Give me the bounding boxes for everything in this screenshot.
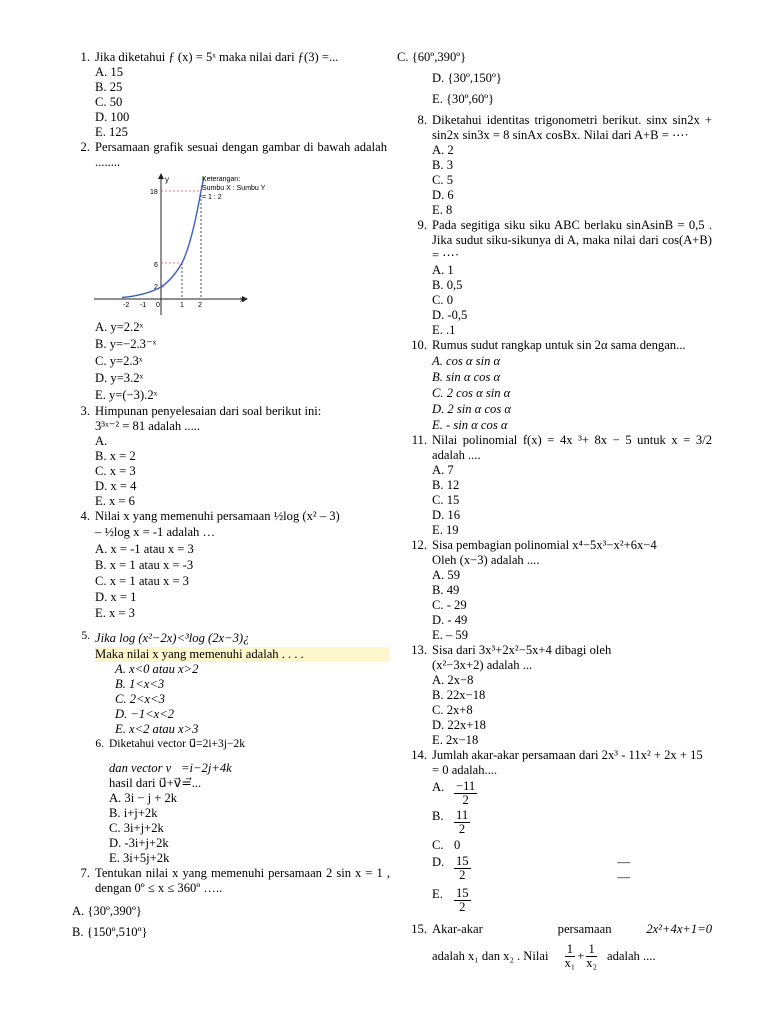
x-tick-minus2: -2 xyxy=(123,302,130,309)
question-11 xyxy=(409,433,712,538)
question-number: 13. xyxy=(411,643,427,657)
option[interactable]: A. xyxy=(95,434,108,448)
option[interactable]: C. y=2.3ˣ xyxy=(95,354,143,368)
fraction-numerator: 15 xyxy=(456,854,469,868)
question-number: 6. xyxy=(95,738,104,750)
question-number: 8. xyxy=(417,113,427,127)
question-stem: Jika diketahui ƒ (x) = 5ˣ maka nilai dari ƒ(3) =... xyxy=(95,50,339,64)
question-stem: Maka nilai x yang memenuhi adalah . . . . xyxy=(95,647,390,662)
option[interactable]: C. 3i+j+2k xyxy=(109,821,164,835)
option[interactable]: B. {150º,510º} xyxy=(72,925,148,939)
legend-line: Sumbu X : Sumbu Y xyxy=(202,185,266,192)
option[interactable] xyxy=(432,855,712,885)
option[interactable]: D. y=3.2ˣ xyxy=(95,371,144,385)
fraction-numerator: −11 xyxy=(456,779,476,793)
option[interactable]: C. 15 xyxy=(432,493,460,507)
option[interactable]: B. y=−2.3⁻ˣ xyxy=(95,337,157,351)
question-number: 10. xyxy=(411,338,427,352)
question-stem: adalah x₁ dan x₂ . Nilai xyxy=(432,949,549,963)
option[interactable]: A. 2x−8 xyxy=(432,673,474,687)
question-stem: Diketahui identitas trigonometri berikut. sinx sin2x + sin2x sin3x = 8 sinAx cosBx. Nilai dari A+B = ⋯· xyxy=(432,113,712,142)
fraction-denominator: 2 xyxy=(462,793,469,807)
question-15: 15. Akar-akar persamaan 2x²+4x+1=0 adalah x₁ dan x₂ . Nilai $\frac{1}{\text{x₁}}$ + $\frac{1}{\text{x₂}}$ adalah .... xyxy=(409,922,712,970)
option[interactable] xyxy=(432,887,712,914)
option-label: A. xyxy=(432,780,445,794)
option[interactable]: E. 125 xyxy=(95,125,128,139)
x-tick-0: 0 xyxy=(156,302,160,309)
option[interactable]: B. x = 1 atau x = -3 xyxy=(95,558,194,572)
option[interactable]: D. 16 xyxy=(432,508,460,522)
option[interactable]: B. 22x−18 xyxy=(432,688,486,702)
x-tick-minus1: -1 xyxy=(140,302,147,309)
question-stem: Nilai polinomial f(x) = 4x ³+ 8x − 5 untuk x = 3/2 adalah .... xyxy=(432,433,712,462)
option[interactable]: A. y=2.2ˣ xyxy=(95,320,144,334)
fraction-denominator: 2 xyxy=(459,900,466,914)
fraction-numerator: 11 xyxy=(456,808,469,822)
question-stem: Nilai x yang memenuhi persamaan ½log (x² – 3) xyxy=(95,509,340,523)
option[interactable]: A. 15 xyxy=(95,65,123,79)
stray-mark: — — xyxy=(617,855,630,884)
fraction-numerator: 1 xyxy=(566,942,573,956)
question-number: 2. xyxy=(80,140,90,154)
option[interactable]: E. 3i+5j+2k xyxy=(109,851,170,865)
fraction-denominator: 2 xyxy=(459,868,466,882)
option[interactable]: C. 5 xyxy=(432,173,453,187)
x-axis-label: x xyxy=(240,295,244,304)
x-tick-2: 2 xyxy=(198,302,202,309)
question-number: 5. xyxy=(81,630,90,642)
option[interactable]: B. sin α cos α xyxy=(432,370,501,384)
option[interactable]: A. 1 xyxy=(432,263,454,277)
option[interactable]: D. -0,5 xyxy=(432,308,468,322)
question-6 xyxy=(72,737,390,752)
fraction-denominator: 2 xyxy=(458,822,466,836)
option[interactable]: C. 2<x<3 xyxy=(115,692,165,706)
fraction-denominator: x₁ xyxy=(564,956,576,970)
options-list xyxy=(95,319,390,404)
exponential-graph xyxy=(94,173,266,317)
fraction-numerator: 1 xyxy=(588,942,595,956)
option[interactable]: E. x = 3 xyxy=(95,606,135,620)
option-text: 0 xyxy=(454,838,461,852)
option[interactable]: D. -3i+j+2k xyxy=(109,836,169,850)
question-stem: (x²−3x+2) adalah ... xyxy=(432,658,533,672)
question-stem: 3³ˣ⁻² = 81 adalah ..... xyxy=(95,419,201,433)
question-number: 15. xyxy=(411,922,427,936)
left-column xyxy=(72,50,390,940)
option[interactable]: D. 22x+18 xyxy=(432,718,486,732)
question-number: 4. xyxy=(80,509,90,523)
fraction-numerator: 15 xyxy=(456,886,469,900)
option[interactable]: E. 19 xyxy=(432,523,459,537)
option[interactable]: D. 2 sin α cos α xyxy=(432,402,511,416)
option[interactable]: B. 49 xyxy=(432,583,460,597)
option[interactable]: C. - 29 xyxy=(432,598,467,612)
question-number: 12. xyxy=(411,538,427,552)
option[interactable]: A. x = -1 atau x = 3 xyxy=(95,542,194,556)
option[interactable] xyxy=(432,838,712,853)
option[interactable]: B. 3 xyxy=(432,158,453,172)
question-stem: Diketahui vector u⃗=2i+3j−2k xyxy=(109,738,245,750)
option[interactable]: A. cos α sin α xyxy=(432,354,501,368)
question-stem: Sisa pembagian polinomial x⁴−5x³−x²+6x−4 xyxy=(432,538,657,552)
option[interactable]: C. 50 xyxy=(95,95,123,109)
option[interactable]: E. .1 xyxy=(432,323,456,337)
option[interactable]: E. – 59 xyxy=(432,628,469,642)
option[interactable]: C. 2 cos α sin α xyxy=(432,386,511,400)
question-stem: dan vector v⃗=i−2j+4k xyxy=(109,761,232,775)
fraction-denominator: x₂ xyxy=(586,956,597,970)
question-9 xyxy=(409,218,712,338)
question-10 xyxy=(409,338,712,433)
question-14 xyxy=(409,748,712,914)
question-stem: Sisa dari 3x³+2x²−5x+4 dibagi oleh xyxy=(432,643,612,657)
option-label: E. xyxy=(432,887,443,901)
option-label: D. xyxy=(432,855,445,869)
question-number: 9. xyxy=(417,218,427,232)
option[interactable]: B. 0,5 xyxy=(432,278,463,292)
option[interactable]: E. y=(−3).2ˣ xyxy=(95,388,158,402)
option[interactable]: D. 6 xyxy=(432,188,454,202)
question-1 xyxy=(72,50,390,140)
option-label: C. xyxy=(432,838,444,852)
option[interactable]: D. - 49 xyxy=(432,613,468,627)
option[interactable]: B. i+j+2k xyxy=(109,806,158,820)
option[interactable]: B. x = 2 xyxy=(95,449,136,463)
question-stem: hasil dari u⃗+v⃗=⃗... xyxy=(109,776,202,790)
question-stem: Akar-akar xyxy=(432,922,483,936)
option[interactable]: E. x = 6 xyxy=(95,494,135,508)
question-12 xyxy=(409,538,712,643)
option[interactable]: D. −1<x<2 xyxy=(115,707,175,721)
question-stem: Himpunan penyelesaian dari soal berikut ini: xyxy=(95,404,322,418)
option[interactable]: D. x = 1 xyxy=(95,590,137,604)
question-stem: Jika log (x²−2x)<³log (2x−3)¿ xyxy=(95,631,250,645)
option[interactable]: B. 1<x<3 xyxy=(115,677,165,691)
option[interactable]: D. 100 xyxy=(95,110,130,124)
option[interactable]: B. 12 xyxy=(432,478,460,492)
question-number: 3. xyxy=(80,404,90,418)
x-tick-1: 1 xyxy=(180,302,184,309)
y-tick-6: 6 xyxy=(154,262,158,269)
legend-title: Keterangan: xyxy=(202,176,241,183)
question-stem: Oleh (x−3) adalah .... xyxy=(432,553,540,567)
equation: 2x²+4x+1=0 xyxy=(646,922,712,936)
question-number: 1. xyxy=(80,50,90,64)
question-number: 7. xyxy=(80,866,90,880)
option[interactable]: E. 8 xyxy=(432,203,453,217)
option[interactable]: C. x = 3 xyxy=(95,464,136,478)
question-stem: persamaan xyxy=(557,922,612,936)
question-number: 14. xyxy=(411,748,427,762)
option[interactable]: A. x<0 atau x>2 xyxy=(115,662,199,676)
question-stem: Tentukan nilai x yang memenuhi persamaan 2 sin x = 1 , dengan 0º ≤ x ≤ 360º ….. xyxy=(95,866,390,895)
option[interactable]: C. x = 1 atau x = 3 xyxy=(95,574,189,588)
question-stem: Pada segitiga siku siku ABC berlaku sinAsinB = 0,5 . Jika sudut siku-sikunya di A, maka nilai dari cos(A+B) = ⋯· xyxy=(432,218,712,262)
option[interactable]: A. 2 xyxy=(432,143,454,157)
y-tick-18: 18 xyxy=(150,189,158,196)
option[interactable] xyxy=(432,809,712,836)
y-axis-label: y xyxy=(165,175,169,184)
question-3 xyxy=(72,404,390,509)
question-stem: Rumus sudut rangkap untuk sin 2α sama dengan... xyxy=(432,338,686,352)
option[interactable]: A. {30º,390º} xyxy=(72,904,142,918)
option[interactable]: A. 3i − j + 2k xyxy=(109,791,178,805)
option[interactable]: A. 59 xyxy=(432,568,460,582)
option[interactable]: D. x = 4 xyxy=(95,479,137,493)
option[interactable]: B. 25 xyxy=(95,80,123,94)
option[interactable]: C. 2x+8 xyxy=(432,703,473,717)
option[interactable]: C. {60º,390º} xyxy=(397,50,467,64)
options-list xyxy=(95,65,390,140)
question-stem: adalah .... xyxy=(606,949,656,963)
option[interactable]: E. - sin α cos α xyxy=(432,418,508,432)
question-5 xyxy=(72,629,390,737)
question-8 xyxy=(409,113,712,218)
option[interactable] xyxy=(432,780,712,807)
exponential-curve xyxy=(122,177,204,298)
question-7 xyxy=(72,866,390,896)
option[interactable]: E. x<2 atau x>3 xyxy=(115,722,199,736)
legend-line: = 1 : 2 xyxy=(202,194,222,201)
y-tick-2: 2 xyxy=(154,284,158,291)
question-13 xyxy=(409,643,712,748)
option[interactable]: C. 0 xyxy=(432,293,453,307)
question-stem: – ½log x = -1 adalah … xyxy=(95,525,216,539)
question-stem: Persamaan grafik sesuai dengan gambar di bawah adalah ........ xyxy=(95,140,387,169)
option-label: B. xyxy=(432,809,444,823)
question-stem: Jumlah akar-akar persamaan dari 2x³ - 11x² + 2x + 15 = 0 adalah.... xyxy=(432,748,703,777)
right-column xyxy=(397,50,712,970)
question-4 xyxy=(72,509,390,621)
option[interactable]: D. {30º,150º} xyxy=(432,71,502,85)
option[interactable]: E. {30º,60º} xyxy=(432,92,495,106)
option[interactable]: A. 7 xyxy=(432,463,454,477)
question-2 xyxy=(72,140,390,170)
question-number: 11. xyxy=(411,433,427,447)
question-2-options xyxy=(72,319,390,404)
option[interactable]: E. 2x−18 xyxy=(432,733,479,747)
